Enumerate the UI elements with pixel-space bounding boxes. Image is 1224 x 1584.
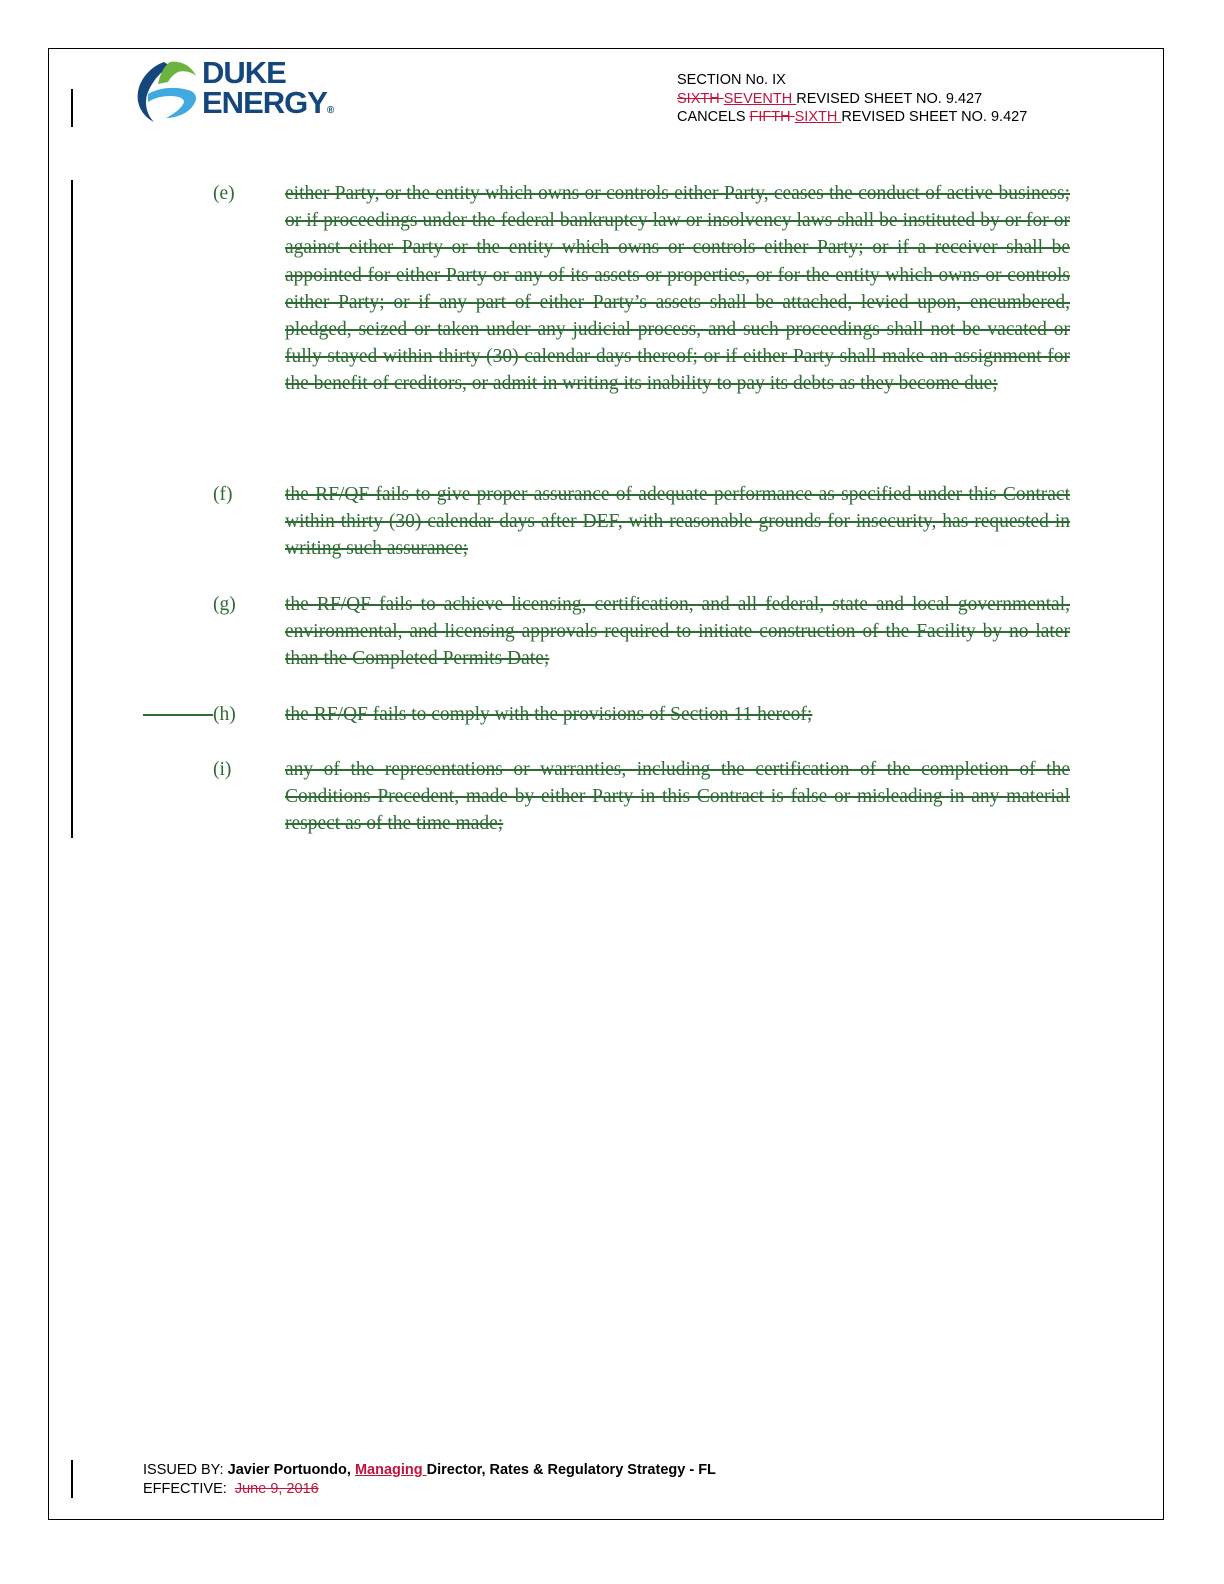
logo-line-energy (202, 85, 335, 126)
clause-text: the RF/QF fails to comply with the provisions of Section 11 hereof; (285, 704, 813, 725)
cancels-inserted-text: SIXTH (794, 109, 842, 125)
logo-line-duke: DUKE (202, 55, 286, 90)
clause-text: any of the representations or warranties, including the certification of the completion of the Conditions Precedent, made by either Party in this Contract is false or misleading in any material respect as of the time made; (285, 759, 1070, 835)
clause-label: (i) (213, 759, 232, 780)
issuer-inserted-text: Managing (354, 1462, 427, 1478)
clause-i (213, 756, 1070, 838)
effective-deleted-date: June 9, 2016 (234, 1480, 319, 1497)
issued-by-label: ISSUED BY: (143, 1462, 228, 1478)
clause-text: the RF/QF fails to give proper assurance of adequate performance as specified under this Contract within thirty (30) calendar days after DEF, with reasonable grounds for insecurity, has requested in writing such assurance; (285, 484, 1070, 560)
clause-f (213, 481, 1070, 563)
clause-g (213, 591, 1070, 673)
clause-label: (h) (213, 704, 236, 725)
revised-suffix: REVISED SHEET NO. 9.427 (796, 90, 983, 107)
clause-h (213, 701, 1070, 728)
effective-line (143, 1480, 716, 1499)
cancels-sheet-line (677, 108, 1027, 127)
change-bar-header (71, 89, 73, 127)
revised-inserted-text: SEVENTH (723, 90, 797, 107)
issuance-footer (143, 1461, 716, 1498)
duke-energy-logo (134, 55, 344, 128)
change-bar-body (71, 180, 73, 838)
clause-label: (f) (213, 484, 233, 505)
clause-text: either Party, or the entity which owns or controls either Party, ceases the conduct of active business; or if proceedings under the federal bankruptcy law or insolvency laws shall be instituted by or for or against either Party or the entity which owns or controls either Party; or if a receiver shall be appointed for either Party or any of its assets or properties, or for the entity which owns or controls either Party; or if any part of either Party’s assets shall be attached, levied upon, encumbered, pledged, seized or taken under any judicial process, and such proceedings shall not be vacated or fully stayed within thirty (30) calendar days thereof; or if either Party shall make an assignment for the benefit of creditors, or admit in writing its inability to pay its debts as they become due; (285, 183, 1070, 395)
clause-text: the RF/QF fails to achieve licensing, certification, and all federal, state and local governmental, environmental, and licensing approvals required to initiate construction of the Facility by no later than the Completed Permits Date; (285, 594, 1070, 670)
issued-by-line (143, 1461, 716, 1480)
issuer-title: Director, Rates & Regulatory Strategy - FL (426, 1462, 716, 1478)
cancels-deleted-text: FIFTH (749, 109, 795, 125)
registered-mark: ® (326, 105, 335, 116)
clause-e (213, 180, 1070, 398)
clause-label: (e) (213, 183, 235, 204)
cancels-suffix: REVISED SHEET NO. 9.427 (841, 109, 1028, 125)
clause-h-leading-strike (143, 714, 213, 716)
change-bar-footer (71, 1460, 73, 1498)
duke-energy-wordmark (202, 55, 335, 126)
issuer-name: Javier Portuondo, (227, 1462, 355, 1478)
duke-energy-logo-icon (134, 58, 198, 126)
cancels-prefix: CANCELS (677, 109, 750, 125)
section-number: SECTION No. IX (677, 72, 786, 88)
effective-label: EFFECTIVE: (143, 1480, 235, 1497)
logo-energy-text: ENERGY (202, 85, 327, 120)
sheet-header (677, 71, 1027, 127)
clause-label: (g) (213, 594, 236, 615)
revised-deleted-text: SIXTH (677, 90, 724, 107)
revised-sheet-line (677, 90, 1027, 109)
